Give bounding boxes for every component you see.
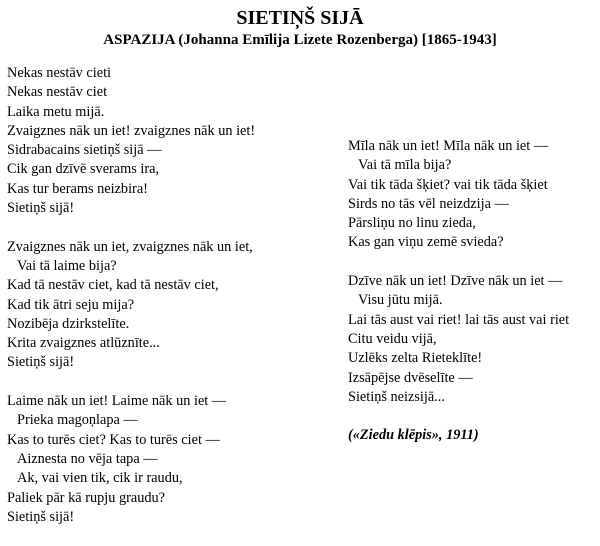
stanza-3 bbox=[7, 392, 337, 527]
poem-line: Zvaigznes nāk un iet! zvaigznes nāk un iet! bbox=[7, 122, 256, 139]
poem-line: Vai tā laime bija? bbox=[17, 257, 117, 274]
poem-author: ASPAZIJA (Johanna Emīlija Lizete Rozenberga) [1865-1943] bbox=[103, 32, 497, 48]
poem-line: Vai tā mīla bija? bbox=[358, 157, 452, 174]
poem-line: Kad tā nestāv ciet, kad tā nestāv ciet, bbox=[7, 277, 219, 294]
poem-line: Kas to turēs ciet? Kas to turēs ciet — bbox=[7, 431, 220, 448]
poem-line: Sietiņš neizsijā... bbox=[348, 388, 445, 405]
poem-line: Cik gan dzīvē sverams ira, bbox=[7, 161, 160, 178]
poem-line: Aiznesta no vēja tapa — bbox=[17, 450, 158, 467]
poem-title: SIETIŅŠ SIJĀ bbox=[236, 7, 364, 29]
poem-line: Visu jūtu mijā. bbox=[358, 292, 443, 309]
left-column bbox=[7, 64, 337, 546]
poem-line: Sietiņš sijā! bbox=[7, 200, 75, 217]
poem-line: Sirds no tās vēl neizdzija — bbox=[348, 195, 509, 212]
poem-line: Nozibēja dzirkstelīte. bbox=[7, 315, 130, 332]
poem-line: Prieka magoņlapa — bbox=[17, 412, 138, 429]
poem-line: Laime nāk un iet! Laime nāk un iet — bbox=[7, 393, 227, 410]
stanza-5 bbox=[348, 272, 598, 407]
poem-line: Izsāpējse dvēselīte — bbox=[348, 369, 473, 386]
poem-line: Citu veidu vijā, bbox=[348, 330, 437, 347]
poem-line: Lai tās aust vai riet! lai tās aust vai riet bbox=[348, 311, 570, 328]
poem-line: Sietiņš sijā! bbox=[7, 354, 75, 371]
poem-line: Kad tik ātri seju mija? bbox=[7, 296, 135, 313]
poem-line: Zvaigznes nāk un iet, zvaigznes nāk un iet, bbox=[7, 238, 253, 255]
poem-line: Nekas nestāv ciet bbox=[7, 84, 108, 101]
source-citation: («Ziedu klēpis», 1911) bbox=[348, 427, 479, 444]
poem-line: Vai tik tāda šķiet? vai tik tāda šķiet bbox=[348, 176, 548, 193]
poem-line: Kas gan viņu zemē svieda? bbox=[348, 234, 504, 251]
poem-line: Uzlēks zelta Rieteklīte! bbox=[348, 350, 483, 367]
poem-line: Ak, vai vien tik, cik ir raudu, bbox=[17, 470, 183, 487]
poem-line: Krita zvaigznes atlūznīte... bbox=[7, 335, 160, 352]
poem-line: Mīla nāk un iet! Mīla nāk un iet — bbox=[348, 138, 549, 154]
poem-line: Sidrabacains sietiņš sijā — bbox=[7, 142, 162, 159]
poem-line: Pārsliņu no linu zieda, bbox=[348, 215, 476, 232]
poem-line: Paliek pār kā rupju graudu? bbox=[7, 489, 166, 506]
stanza-4 bbox=[348, 137, 598, 253]
stanza-1 bbox=[7, 64, 337, 218]
poem-line: Nekas nestāv cieti bbox=[7, 65, 112, 81]
right-column bbox=[348, 137, 598, 465]
stanza-2 bbox=[7, 238, 337, 373]
poem-line: Dzīve nāk un iet! Dzīve nāk un iet — bbox=[348, 273, 563, 290]
poem-line: Laika metu mijā. bbox=[7, 103, 105, 120]
poem-line: Kas tur berams neizbira! bbox=[7, 180, 148, 197]
poem-line: Sietiņš sijā! bbox=[7, 508, 75, 525]
